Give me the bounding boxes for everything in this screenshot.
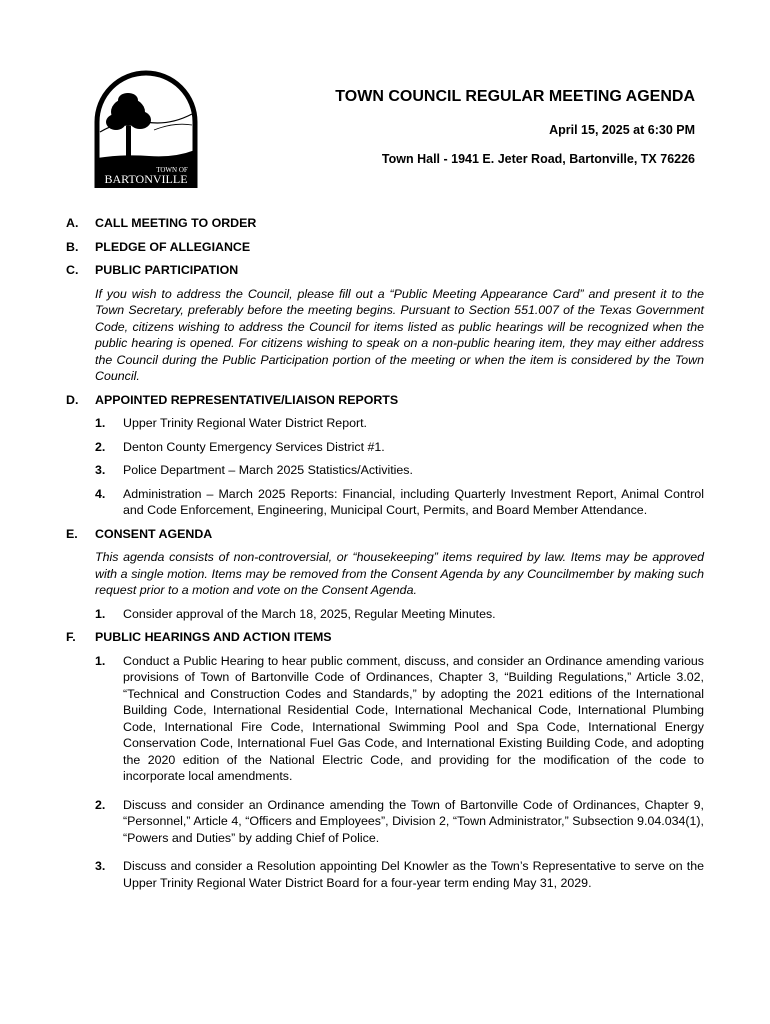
section-title: CALL MEETING TO ORDER [95, 216, 257, 230]
section-letter: A. [66, 216, 79, 230]
item-text: Discuss and consider an Ordinance amending the Town of Bartonville Code of Ordinances, Chapter 9, “Personnel,” Article 4, “Officers and Employees”, Division 2, “Town Administrator,” Subsection 9.04.034(1), “Powers and Duties” by adding Chief of Police. [123, 797, 704, 845]
item-text: Police Department – March 2025 Statistics/Activities. [123, 463, 413, 477]
item-text: Conduct a Public Hearing to hear public comment, discuss, and consider an Ordinance amending various provisions of Town of Bartonville Code of Ordinances, Chapter 3, “Building Regulations,” Article 3.02, “Technical and Construction Codes and Standards,” by adopting the 2021 editions of the International Building Code, International Residential Code, International Mechanical Code, International Plumbing Code, International Fire Code, International Swimming Pool and Spa Code, International Energy Conservation Code, International Fuel Gas Code, and International Existing Building Code, and adopting the 2020 edition of the National Electric Code, and providing for the modification of the code to incorporate local amendments. [123, 653, 704, 783]
item-text: Administration – March 2025 Reports: Financial, including Quarterly Investment Report, Animal Control and Code Enforcement, Engineering, Municipal Court, Permits, and Board Member Attendance. [123, 486, 704, 517]
section-title: APPOINTED REPRESENTATIVE/LIAISON REPORTS [95, 392, 399, 407]
item-number: 2. [95, 439, 106, 454]
item-text: Upper Trinity Regional Water District Report. [123, 416, 367, 430]
section-f-heading [66, 629, 704, 646]
item-number: 1. [95, 606, 106, 621]
section-c-heading [66, 262, 704, 279]
section-e-heading [66, 526, 704, 543]
public-participation-note: If you wish to address the Council, please fill out a “Public Meeting Appearance Card” and present it to the Town Secretary, preferably before the meeting begins. Pursuant to Section 551.007 of the Texas Government Code, citizens wishing to address the Council for items listed as public hearings will be recognized when the public hearing is opened. For citizens wishing to speak on a non-public hearing item, they may either address the Council during the Public Participation portion of the meeting or when the item is considered by the Town Council. [95, 286, 704, 383]
list-item [66, 606, 704, 623]
section-title: PUBLIC HEARINGS AND ACTION ITEMS [95, 630, 332, 644]
logo-text-line1: TOWN OF [156, 166, 188, 174]
list-item [66, 797, 704, 847]
agenda-title: TOWN COUNCIL REGULAR MEETING AGENDA [335, 88, 695, 105]
meeting-datetime: April 15, 2025 at 6:30 PM [549, 123, 695, 137]
meeting-location: Town Hall - 1941 E. Jeter Road, Bartonville, TX 76226 [381, 152, 695, 166]
item-number: 1. [95, 653, 106, 668]
item-number: 3. [95, 859, 106, 873]
town-seal-logo [94, 70, 198, 188]
item-number: 3. [95, 463, 106, 477]
list-item [66, 439, 704, 456]
section-letter: F. [66, 630, 76, 644]
item-text: Denton County Emergency Services District #1. [123, 439, 385, 454]
item-number: 1. [95, 416, 106, 430]
section-letter: E. [66, 526, 78, 541]
logo-text-line2: BARTONVILLE [104, 172, 188, 186]
section-letter: C. [66, 263, 79, 277]
section-title: PUBLIC PARTICIPATION [95, 263, 239, 277]
item-number: 2. [95, 797, 106, 812]
section-letter: B. [66, 239, 79, 254]
section-title: PLEDGE OF ALLEGIANCE [95, 239, 251, 254]
agenda-body [66, 215, 704, 898]
list-item [66, 415, 704, 432]
list-item [66, 858, 704, 891]
item-text: Consider approval of the March 18, 2025, Regular Meeting Minutes. [123, 606, 496, 621]
section-title: CONSENT AGENDA [95, 526, 213, 541]
section-d-heading [66, 392, 704, 409]
section-letter: D. [66, 392, 79, 407]
item-text: Discuss and consider a Resolution appointing Del Knowler as the Town’s Representative to serve on the Upper Trinity Regional Water District Board for a four-year term ending May 31, 2029. [123, 859, 704, 890]
item-number: 4. [95, 486, 106, 501]
list-item [66, 653, 704, 785]
section-a-heading [66, 215, 704, 232]
consent-agenda-note: This agenda consists of non-controversial, or “housekeeping” items required by law. Items may be approved with a single motion. Items may be removed from the Consent Agenda by any Councilmember by making such request prior to a motion and vote on the Consent Agenda. [95, 550, 704, 597]
list-item [66, 462, 704, 479]
section-b-heading [66, 239, 704, 256]
list-item [66, 486, 704, 519]
